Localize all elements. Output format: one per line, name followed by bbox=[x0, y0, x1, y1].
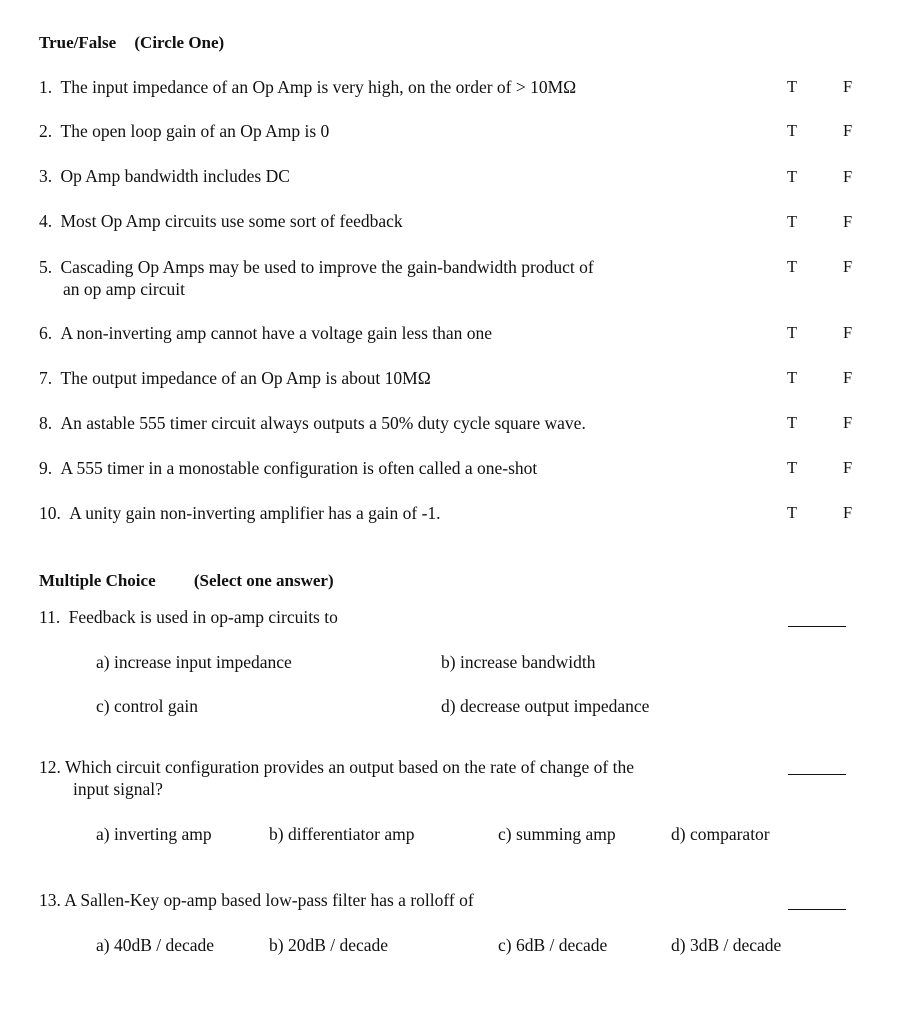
question-text: Feedback is used in op-amp circuits to bbox=[68, 607, 338, 627]
question-number: 2. bbox=[39, 121, 53, 141]
q12-option-d[interactable]: d) comparator bbox=[671, 824, 770, 844]
question-number: 1. bbox=[39, 77, 53, 97]
mc-question-11 bbox=[39, 607, 338, 628]
mc-section-heading bbox=[39, 571, 334, 591]
q11-option-b[interactable]: b) increase bandwidth bbox=[441, 652, 596, 672]
mc-question-12 bbox=[39, 757, 634, 778]
tf-question-8 bbox=[39, 413, 586, 434]
tf-question-6 bbox=[39, 323, 492, 344]
question-number: 5. bbox=[39, 257, 53, 277]
question-text: A unity gain non-inverting amplifier has a gain of -1. bbox=[69, 503, 441, 523]
question-number: 11. bbox=[39, 607, 61, 627]
question-text: The input impedance of an Op Amp is very high, on the order of > 10MΩ bbox=[60, 77, 577, 97]
q13-option-a[interactable]: a) 40dB / decade bbox=[96, 935, 215, 955]
tf-4-false-option[interactable]: F bbox=[843, 212, 853, 231]
question-number: 9. bbox=[39, 458, 53, 478]
q11-option-d[interactable]: d) decrease output impedance bbox=[441, 696, 650, 716]
question-number: 7. bbox=[39, 368, 53, 388]
question-text: The open loop gain of an Op Amp is 0 bbox=[60, 121, 330, 141]
tf-question-7 bbox=[39, 368, 431, 389]
tf-7-false-option[interactable]: F bbox=[843, 368, 853, 387]
tf-9-false-option[interactable]: F bbox=[843, 458, 853, 477]
mc-heading-label: Multiple Choice bbox=[39, 571, 156, 590]
tf-3-true-option[interactable]: T bbox=[787, 167, 798, 186]
q13-option-c[interactable]: c) 6dB / decade bbox=[498, 935, 608, 955]
q11-option-c[interactable]: c) control gain bbox=[96, 696, 199, 716]
tf-question-2 bbox=[39, 121, 329, 142]
question-text: Cascading Op Amps may be used to improve the gain-bandwidth product of bbox=[60, 257, 594, 277]
tf-question-4 bbox=[39, 211, 403, 232]
tf-question-5-continuation: an op amp circuit bbox=[63, 279, 185, 299]
question-text: Which circuit configuration provides an output based on the rate of change of the bbox=[64, 757, 634, 777]
tf-question-9 bbox=[39, 458, 537, 479]
question-text: A 555 timer in a monostable configuration is often called a one-shot bbox=[60, 458, 538, 478]
mc-instruction: (Select one answer) bbox=[193, 571, 334, 590]
question-number: 13. bbox=[39, 890, 61, 910]
tf-10-true-option[interactable]: T bbox=[787, 503, 798, 522]
question-text: An astable 555 timer circuit always outputs a 50% duty cycle square wave. bbox=[60, 413, 586, 433]
tf-8-false-option[interactable]: F bbox=[843, 413, 853, 432]
answer-blank-12[interactable] bbox=[788, 774, 846, 775]
q11-option-a[interactable]: a) increase input impedance bbox=[96, 652, 292, 672]
tf-5-false-option[interactable]: F bbox=[843, 257, 853, 276]
tf-question-3 bbox=[39, 166, 290, 187]
tf-2-false-option[interactable]: F bbox=[843, 121, 853, 140]
q12-option-c[interactable]: c) summing amp bbox=[498, 824, 616, 844]
tf-9-true-option[interactable]: T bbox=[787, 458, 798, 477]
q12-option-a[interactable]: a) inverting amp bbox=[96, 824, 212, 844]
tf-section-heading bbox=[39, 33, 224, 53]
tf-1-true-option[interactable]: T bbox=[787, 77, 798, 96]
question-number: 6. bbox=[39, 323, 53, 343]
q12-option-b[interactable]: b) differentiator amp bbox=[269, 824, 415, 844]
question-number: 8. bbox=[39, 413, 53, 433]
question-text: Op Amp bandwidth includes DC bbox=[60, 166, 290, 186]
mc-question-13 bbox=[39, 890, 474, 911]
tf-question-10 bbox=[39, 503, 441, 524]
q13-option-d[interactable]: d) 3dB / decade bbox=[671, 935, 782, 955]
tf-2-true-option[interactable]: T bbox=[787, 121, 798, 140]
tf-4-true-option[interactable]: T bbox=[787, 212, 798, 231]
tf-6-true-option[interactable]: T bbox=[787, 323, 798, 342]
question-text: Most Op Amp circuits use some sort of feedback bbox=[60, 211, 403, 231]
question-number: 4. bbox=[39, 211, 53, 231]
answer-blank-13[interactable] bbox=[788, 909, 846, 910]
mc-question-12-continuation: input signal? bbox=[73, 779, 163, 799]
tf-7-true-option[interactable]: T bbox=[787, 368, 798, 387]
question-text: The output impedance of an Op Amp is about 10MΩ bbox=[60, 368, 431, 388]
tf-question-5 bbox=[39, 257, 594, 278]
tf-instruction: (Circle One) bbox=[134, 33, 225, 52]
tf-heading-label: True/False bbox=[39, 33, 117, 52]
answer-blank-11[interactable] bbox=[788, 626, 846, 627]
question-number: 10. bbox=[39, 503, 61, 523]
q13-option-b[interactable]: b) 20dB / decade bbox=[269, 935, 389, 955]
tf-6-false-option[interactable]: F bbox=[843, 323, 853, 342]
question-number: 3. bbox=[39, 166, 53, 186]
question-number: 12. bbox=[39, 757, 61, 777]
question-text: A non-inverting amp cannot have a voltage gain less than one bbox=[60, 323, 493, 343]
tf-8-true-option[interactable]: T bbox=[787, 413, 798, 432]
question-text: A Sallen-Key op-amp based low-pass filter has a rolloff of bbox=[64, 890, 474, 910]
tf-1-false-option[interactable]: F bbox=[843, 77, 853, 96]
tf-5-true-option[interactable]: T bbox=[787, 257, 798, 276]
tf-10-false-option[interactable]: F bbox=[843, 503, 853, 522]
tf-question-1 bbox=[39, 77, 576, 98]
tf-3-false-option[interactable]: F bbox=[843, 167, 853, 186]
